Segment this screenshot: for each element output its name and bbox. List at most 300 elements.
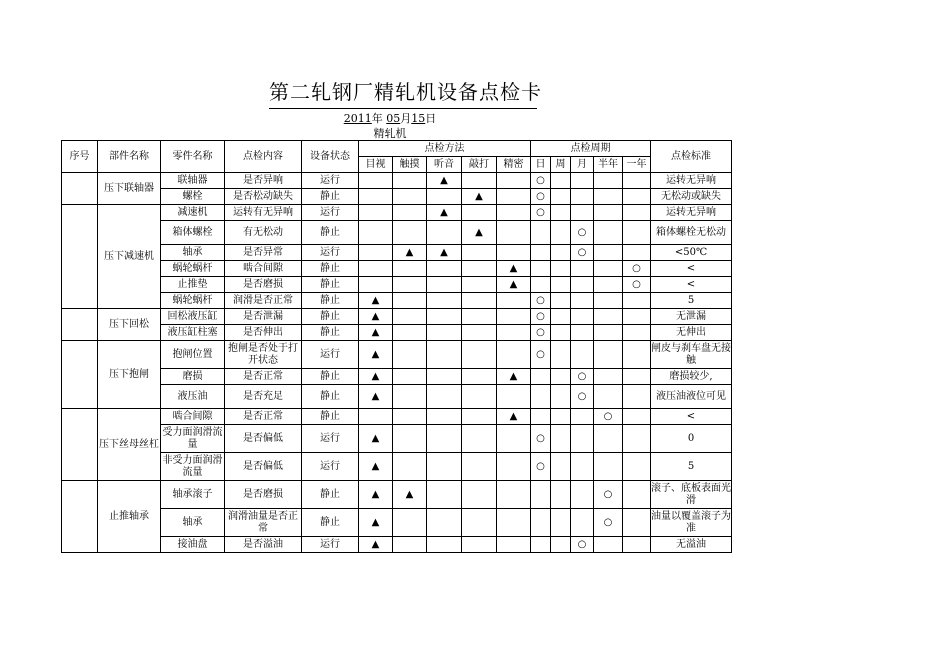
content-cell: 是否偏低 — [225, 453, 302, 481]
content-cell: 是否偏低 — [225, 425, 302, 453]
period-cell — [571, 189, 594, 205]
period-cell — [594, 189, 623, 205]
method-mark: ▲ — [393, 481, 427, 509]
content-cell: 啮合间隙 — [225, 261, 302, 277]
period-mark: ○ — [594, 509, 623, 537]
method-cell — [497, 309, 531, 325]
seq-cell — [62, 205, 98, 309]
table-row — [62, 277, 732, 293]
content-cell: 是否正常 — [225, 409, 302, 425]
period-cell — [531, 509, 551, 537]
content-cell: 是否充足 — [225, 385, 302, 409]
content-cell: 是否正常 — [225, 369, 302, 385]
inspection-date — [330, 110, 450, 126]
date-day-suffix: 日 — [425, 112, 437, 125]
period-cell — [594, 369, 623, 385]
period-mark: ○ — [531, 453, 551, 481]
header-period-halfyear: 半年 — [594, 157, 623, 173]
document-title: 第二轧钢厂精轧机设备点检卡 — [269, 76, 537, 109]
method-cell — [427, 341, 462, 369]
period-cell — [623, 425, 651, 453]
table-row — [62, 425, 732, 453]
period-mark: ○ — [623, 277, 651, 293]
period-cell — [531, 221, 551, 245]
period-cell — [623, 409, 651, 425]
header-period: 点检周期 — [531, 141, 651, 157]
period-cell — [531, 537, 551, 553]
method-cell — [462, 369, 497, 385]
period-cell — [623, 189, 651, 205]
method-mark: ▲ — [359, 453, 393, 481]
period-cell — [551, 221, 571, 245]
method-cell — [393, 205, 427, 221]
period-mark: ○ — [571, 537, 594, 553]
content-cell: 是否泄漏 — [225, 309, 302, 325]
method-mark: ▲ — [359, 325, 393, 341]
period-cell — [594, 341, 623, 369]
inspection-table — [61, 140, 732, 553]
period-cell — [623, 293, 651, 309]
standard-cell: 磨损较少, — [651, 369, 732, 385]
period-cell — [571, 309, 594, 325]
method-cell — [497, 481, 531, 509]
period-cell — [551, 309, 571, 325]
period-cell — [531, 277, 551, 293]
period-cell — [623, 205, 651, 221]
period-cell — [571, 481, 594, 509]
method-mark: ▲ — [497, 277, 531, 293]
method-cell — [462, 481, 497, 509]
table-row — [62, 173, 732, 189]
method-cell — [393, 537, 427, 553]
content-cell: 是否异响 — [225, 173, 302, 189]
status-cell: 运行 — [302, 537, 359, 553]
method-cell — [393, 325, 427, 341]
status-cell: 静止 — [302, 261, 359, 277]
method-cell — [427, 293, 462, 309]
header-content: 点检内容 — [225, 141, 302, 173]
period-cell — [551, 453, 571, 481]
method-cell — [427, 309, 462, 325]
method-mark: ▲ — [497, 369, 531, 385]
standard-cell: 无溢油 — [651, 537, 732, 553]
standard-cell: 5 — [651, 453, 732, 481]
period-cell — [594, 293, 623, 309]
method-mark: ▲ — [462, 221, 497, 245]
component-cell: 接油盘 — [161, 537, 225, 553]
period-mark: ○ — [531, 341, 551, 369]
period-cell — [594, 453, 623, 481]
method-cell — [393, 453, 427, 481]
component-cell: 螺栓 — [161, 189, 225, 205]
method-cell — [497, 221, 531, 245]
part-name-cell: 压下抱闸 — [98, 341, 161, 409]
method-cell — [393, 261, 427, 277]
component-cell: 蜗轮蜗杆 — [161, 293, 225, 309]
method-mark: ▲ — [497, 409, 531, 425]
method-mark: ▲ — [359, 481, 393, 509]
header-method-touch: 触摸 — [393, 157, 427, 173]
period-cell — [571, 293, 594, 309]
standard-cell: 无松动或缺失 — [651, 189, 732, 205]
method-cell — [462, 341, 497, 369]
method-cell — [427, 537, 462, 553]
header-method: 点检方法 — [359, 141, 531, 157]
component-cell: 轴承 — [161, 245, 225, 261]
method-cell — [497, 537, 531, 553]
header-status: 设备状态 — [302, 141, 359, 173]
content-cell: 抱闸是否处于打开状态 — [225, 341, 302, 369]
period-cell — [594, 425, 623, 453]
date-month-suffix: 月 — [400, 112, 412, 125]
status-cell: 静止 — [302, 509, 359, 537]
status-cell: 静止 — [302, 277, 359, 293]
method-mark: ▲ — [393, 245, 427, 261]
method-cell — [497, 453, 531, 481]
method-cell — [427, 221, 462, 245]
period-cell — [551, 293, 571, 309]
method-cell — [462, 385, 497, 409]
method-cell — [462, 325, 497, 341]
table-row — [62, 309, 732, 325]
method-cell — [497, 341, 531, 369]
period-cell — [531, 261, 551, 277]
status-cell: 运行 — [302, 245, 359, 261]
component-cell: 非受力面润滑流量 — [161, 453, 225, 481]
part-name-cell: 压下丝母丝杠 — [98, 409, 161, 481]
method-cell — [497, 425, 531, 453]
period-cell — [623, 173, 651, 189]
method-mark: ▲ — [427, 173, 462, 189]
period-cell — [531, 409, 551, 425]
status-cell: 静止 — [302, 325, 359, 341]
method-cell — [462, 537, 497, 553]
component-cell: 蜗轮蜗杆 — [161, 261, 225, 277]
header-period-week: 周 — [551, 157, 571, 173]
period-mark: ○ — [531, 173, 551, 189]
status-cell: 静止 — [302, 221, 359, 245]
method-cell — [359, 261, 393, 277]
header-method-tap: 敲打 — [462, 157, 497, 173]
header-method-precision: 精密 — [497, 157, 531, 173]
period-cell — [551, 277, 571, 293]
table-row — [62, 261, 732, 277]
period-cell — [571, 277, 594, 293]
method-mark: ▲ — [497, 261, 531, 277]
content-cell: 润滑是否正常 — [225, 293, 302, 309]
status-cell: 运行 — [302, 341, 359, 369]
period-cell — [551, 409, 571, 425]
period-cell — [551, 425, 571, 453]
method-cell — [359, 173, 393, 189]
period-cell — [551, 189, 571, 205]
method-cell — [427, 453, 462, 481]
period-cell — [551, 537, 571, 553]
period-cell — [594, 385, 623, 409]
status-cell: 运行 — [302, 205, 359, 221]
method-cell — [497, 205, 531, 221]
method-mark: ▲ — [359, 293, 393, 309]
period-cell — [571, 409, 594, 425]
header-method-listen: 听音 — [427, 157, 462, 173]
method-cell — [359, 277, 393, 293]
component-cell: 轴承 — [161, 509, 225, 537]
component-cell: 液压缸柱塞 — [161, 325, 225, 341]
method-cell — [393, 425, 427, 453]
table-row — [62, 385, 732, 409]
method-cell — [497, 325, 531, 341]
date-month: 05 — [386, 112, 401, 125]
status-cell: 静止 — [302, 189, 359, 205]
period-cell — [623, 453, 651, 481]
period-cell — [571, 425, 594, 453]
period-cell — [594, 173, 623, 189]
method-mark: ▲ — [359, 385, 393, 409]
method-cell — [359, 205, 393, 221]
standard-cell: <50℃ — [651, 245, 732, 261]
period-cell — [551, 481, 571, 509]
period-cell — [594, 277, 623, 293]
period-cell — [531, 481, 551, 509]
content-cell: 是否磨损 — [225, 277, 302, 293]
header-period-day: 日 — [531, 157, 551, 173]
period-mark: ○ — [571, 245, 594, 261]
date-day: 15 — [411, 112, 426, 125]
method-cell — [393, 189, 427, 205]
period-cell — [623, 385, 651, 409]
table-row — [62, 205, 732, 221]
method-cell — [393, 309, 427, 325]
period-cell — [551, 205, 571, 221]
period-cell — [594, 221, 623, 245]
standard-cell: 0 — [651, 425, 732, 453]
period-cell — [551, 261, 571, 277]
period-cell — [623, 369, 651, 385]
method-mark: ▲ — [359, 369, 393, 385]
standard-cell: < — [651, 409, 732, 425]
period-mark: ○ — [531, 309, 551, 325]
part-name-cell: 压下联轴器 — [98, 173, 161, 205]
table-row — [62, 453, 732, 481]
period-cell — [623, 341, 651, 369]
period-cell — [594, 325, 623, 341]
method-cell — [497, 509, 531, 537]
table-row — [62, 325, 732, 341]
table-row — [62, 409, 732, 425]
period-mark: ○ — [531, 189, 551, 205]
period-cell — [551, 325, 571, 341]
standard-cell: < — [651, 277, 732, 293]
period-cell — [594, 537, 623, 553]
method-cell — [427, 189, 462, 205]
content-cell: 是否磨损 — [225, 481, 302, 509]
header-standard: 点检标准 — [651, 141, 732, 173]
method-cell — [497, 189, 531, 205]
header-method-visual: 目视 — [359, 157, 393, 173]
method-mark: ▲ — [427, 245, 462, 261]
method-mark: ▲ — [359, 309, 393, 325]
component-cell: 啮合间隙 — [161, 409, 225, 425]
status-cell: 静止 — [302, 293, 359, 309]
date-year-suffix: 年 — [371, 112, 387, 125]
status-cell: 运行 — [302, 173, 359, 189]
period-cell — [571, 453, 594, 481]
method-cell — [462, 293, 497, 309]
method-cell — [427, 509, 462, 537]
method-cell — [497, 173, 531, 189]
period-mark: ○ — [623, 261, 651, 277]
content-cell: 有无松动 — [225, 221, 302, 245]
status-cell: 静止 — [302, 409, 359, 425]
period-cell — [551, 385, 571, 409]
method-cell — [393, 369, 427, 385]
method-cell — [462, 277, 497, 293]
period-cell — [594, 245, 623, 261]
period-cell — [623, 537, 651, 553]
table-row — [62, 221, 732, 245]
method-cell — [497, 385, 531, 409]
method-cell — [359, 221, 393, 245]
seq-cell — [62, 173, 98, 205]
period-mark: ○ — [531, 325, 551, 341]
content-cell: 是否松动缺失 — [225, 189, 302, 205]
content-cell: 运转有无异响 — [225, 205, 302, 221]
method-cell — [462, 409, 497, 425]
method-cell — [462, 309, 497, 325]
period-cell — [551, 341, 571, 369]
period-cell — [531, 369, 551, 385]
table-row — [62, 509, 732, 537]
method-cell — [462, 425, 497, 453]
table-row — [62, 369, 732, 385]
method-cell — [497, 293, 531, 309]
period-mark: ○ — [571, 221, 594, 245]
period-cell — [623, 325, 651, 341]
method-cell — [393, 509, 427, 537]
period-cell — [594, 309, 623, 325]
period-cell — [531, 385, 551, 409]
method-cell — [393, 293, 427, 309]
header-component: 零件名称 — [161, 141, 225, 173]
period-cell — [571, 173, 594, 189]
table-row — [62, 245, 732, 261]
method-cell — [359, 409, 393, 425]
part-name-cell: 压下减速机 — [98, 205, 161, 309]
method-cell — [393, 173, 427, 189]
method-cell — [427, 277, 462, 293]
period-cell — [623, 509, 651, 537]
period-cell — [531, 245, 551, 261]
header-period-month: 月 — [571, 157, 594, 173]
component-cell: 轴承滚子 — [161, 481, 225, 509]
standard-cell: 无泄漏 — [651, 309, 732, 325]
period-cell — [623, 309, 651, 325]
table-row — [62, 341, 732, 369]
period-cell — [551, 509, 571, 537]
component-cell: 液压油 — [161, 385, 225, 409]
method-cell — [427, 261, 462, 277]
method-cell — [359, 245, 393, 261]
table-row — [62, 481, 732, 509]
status-cell: 静止 — [302, 385, 359, 409]
part-name-cell: 止推轴承 — [98, 481, 161, 553]
header-part: 部件名称 — [98, 141, 161, 173]
method-mark: ▲ — [359, 425, 393, 453]
seq-cell — [62, 309, 98, 341]
period-cell — [551, 173, 571, 189]
seq-cell — [62, 409, 98, 481]
period-mark: ○ — [531, 425, 551, 453]
method-mark: ▲ — [359, 537, 393, 553]
period-cell — [551, 245, 571, 261]
method-mark: ▲ — [462, 189, 497, 205]
component-cell: 联轴器 — [161, 173, 225, 189]
method-cell — [427, 385, 462, 409]
method-cell — [462, 205, 497, 221]
method-cell — [427, 409, 462, 425]
period-cell — [571, 205, 594, 221]
method-mark: ▲ — [359, 509, 393, 537]
table-row — [62, 189, 732, 205]
period-cell — [571, 509, 594, 537]
period-cell — [571, 325, 594, 341]
method-cell — [427, 481, 462, 509]
standard-cell: 5 — [651, 293, 732, 309]
method-cell — [497, 245, 531, 261]
standard-cell: 运转无异响 — [651, 205, 732, 221]
standard-cell: 运转无异响 — [651, 173, 732, 189]
seq-cell — [62, 481, 98, 553]
period-mark: ○ — [531, 293, 551, 309]
content-cell: 润滑油量是否正常 — [225, 509, 302, 537]
method-cell — [359, 189, 393, 205]
table-row — [62, 293, 732, 309]
period-cell — [551, 369, 571, 385]
content-cell: 是否溢油 — [225, 537, 302, 553]
method-cell — [427, 425, 462, 453]
content-cell: 是否异常 — [225, 245, 302, 261]
period-mark: ○ — [531, 205, 551, 221]
method-cell — [393, 341, 427, 369]
method-cell — [393, 385, 427, 409]
header-seq: 序号 — [62, 141, 98, 173]
mill-name: 精轧机 — [373, 127, 407, 140]
method-cell — [393, 277, 427, 293]
period-cell — [623, 221, 651, 245]
method-cell — [427, 369, 462, 385]
date-year: 2011 — [343, 112, 372, 125]
standard-cell: 闸皮与刹车盘无接触 — [651, 341, 732, 369]
seq-cell — [62, 341, 98, 409]
standard-cell: 液压油液位可见 — [651, 385, 732, 409]
standard-cell: 无伸出 — [651, 325, 732, 341]
period-mark: ○ — [571, 385, 594, 409]
period-cell — [623, 245, 651, 261]
method-cell — [462, 173, 497, 189]
status-cell: 运行 — [302, 425, 359, 453]
component-cell: 抱闸位置 — [161, 341, 225, 369]
content-cell: 是否伸出 — [225, 325, 302, 341]
period-cell — [594, 261, 623, 277]
method-cell — [427, 325, 462, 341]
status-cell: 静止 — [302, 309, 359, 325]
method-cell — [462, 509, 497, 537]
period-cell — [571, 341, 594, 369]
component-cell: 止推垫 — [161, 277, 225, 293]
standard-cell: < — [651, 261, 732, 277]
method-cell — [393, 409, 427, 425]
component-cell: 磨损 — [161, 369, 225, 385]
